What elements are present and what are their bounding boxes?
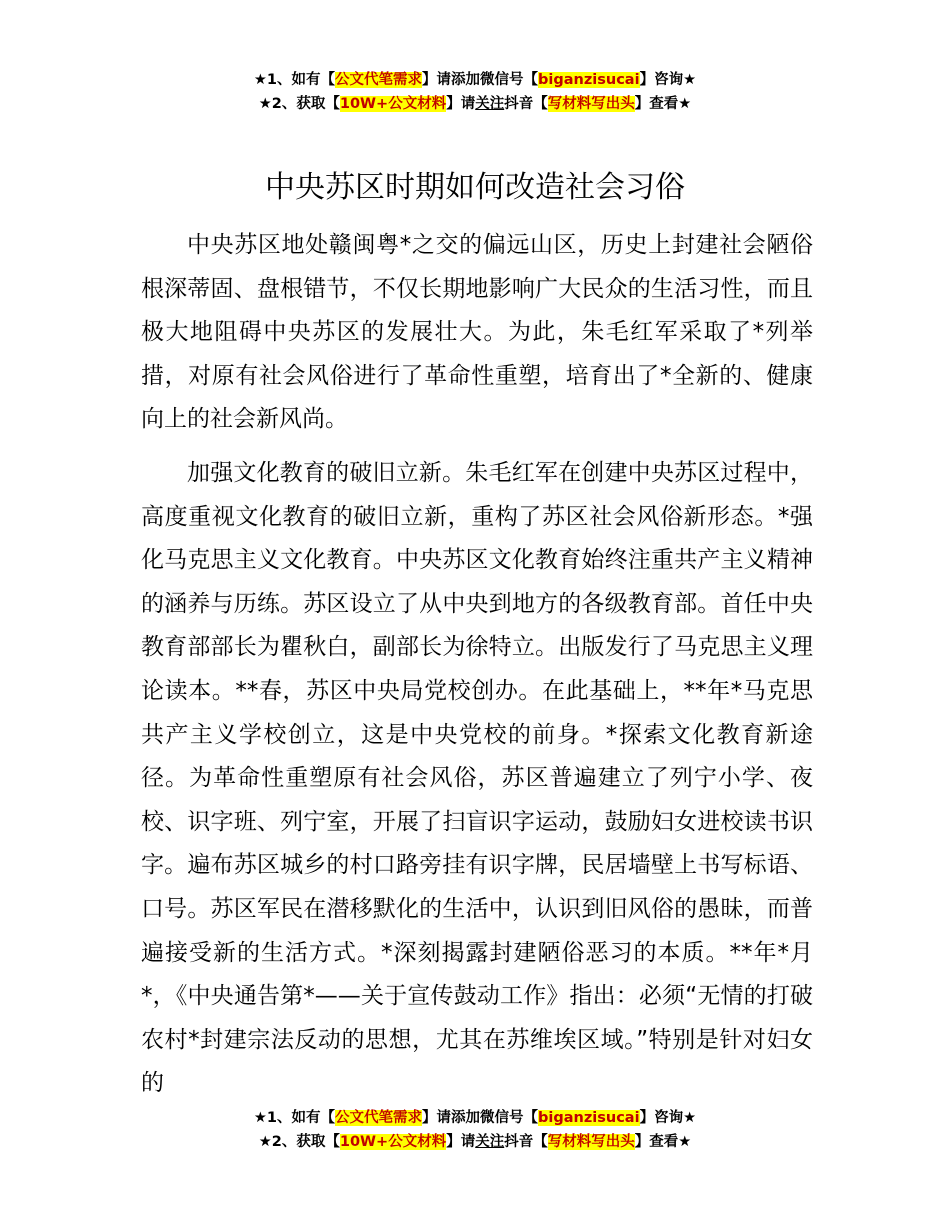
notice-highlight: 10W+公文材料 <box>339 1134 447 1150</box>
paragraph: 加强文化教育的破旧立新。朱毛红军在创建中央苏区过程中，高度重视文化教育的破旧立新，重构了苏区社会风俗新形态。*强化马克思主义文化教育。中央苏区文化教育始终注重共产主义精神的涵养与历练。苏区设立了从中央到地方的各级教育部。首任中央教育部部长为瞿秋白，副部长为徐特立。出版发行了马克思主义理论读本。**春，苏区中央局党校创办。在此基础上，**年*马克思共产主义学校创立，这是中央党校的前身。*探索文化教育新途径。为革命性重塑原有社会风俗，苏区普遍建立了列宁小学、夜校、识字班、列宁室，开展了扫盲识字运动，鼓励妇女进校读书识字。遍布苏区城乡的村口路旁挂有识字牌，民居墙壁上书写标语、口号。苏区军民在潜移默化的生活中，认识到旧风俗的愚昧，而普遍接受新的生活方式。*深刻揭露封建陋俗恶习的本质。**年*月*，《中央通告第*——关于宣传鼓动工作》指出：必须“无情的打破农村*封建宗法反动的思想，尤其在苏维埃区域。”特别是针对妇女的 <box>141 459 813 1097</box>
notice-text: 】请添加 <box>422 72 481 88</box>
notice-highlight: 10W+公文材料 <box>339 96 447 112</box>
notice-text: 抖音【 <box>504 1134 548 1150</box>
notice-underlined: 关注 <box>475 96 505 112</box>
notice-highlight: 写材料写出头 <box>547 1134 635 1150</box>
notice-underlined: 关注 <box>475 1134 505 1150</box>
notice-text: ★1、如有【 <box>253 72 336 88</box>
document-title: 中央苏区时期如何改造社会习俗 <box>265 170 685 205</box>
footer-notice-line-1 <box>0 1106 950 1130</box>
notice-text: 抖音【 <box>504 96 548 112</box>
footer-notice <box>0 1106 950 1154</box>
notice-text: ★2、获取【 <box>258 96 340 112</box>
header-notice <box>0 68 950 116</box>
header-notice-line-1 <box>0 68 950 92</box>
notice-highlight: 公文代笔需求 <box>335 1110 423 1126</box>
notice-text: 】查看★ <box>634 1134 692 1150</box>
notice-text: ★1、如有【 <box>253 1110 336 1126</box>
notice-text: 】请添加 <box>422 1110 481 1126</box>
notice-text: 微信号【 <box>480 1110 539 1126</box>
notice-text: 】咨询★ <box>639 72 697 88</box>
footer-notice-line-2 <box>0 1130 950 1154</box>
notice-highlight: biganzisucai <box>538 72 640 88</box>
notice-highlight: biganzisucai <box>538 1110 640 1126</box>
notice-highlight: 公文代笔需求 <box>335 72 423 88</box>
notice-text: 】请 <box>446 1134 476 1150</box>
paragraph: 中央苏区地处赣闽粤*之交的偏远山区，历史上封建社会陋俗根深蒂固、盘根错节，不仅长期地影响广大民众的生活习性，而且极大地阻碍中央苏区的发展壮大。为此，朱毛红军采取了*列举措，对原有社会风俗进行了革命性重塑，培育出了*全新的、健康向上的社会新风尚。 <box>141 232 813 433</box>
header-notice-line-2 <box>0 92 950 116</box>
notice-highlight: 写材料写出头 <box>547 96 635 112</box>
notice-text: ★2、获取【 <box>258 1134 340 1150</box>
notice-text: 】查看★ <box>634 96 692 112</box>
notice-text: 微信号【 <box>480 72 539 88</box>
document-body <box>141 224 813 1116</box>
notice-text: 】咨询★ <box>639 1110 697 1126</box>
notice-text: 】请 <box>446 96 476 112</box>
